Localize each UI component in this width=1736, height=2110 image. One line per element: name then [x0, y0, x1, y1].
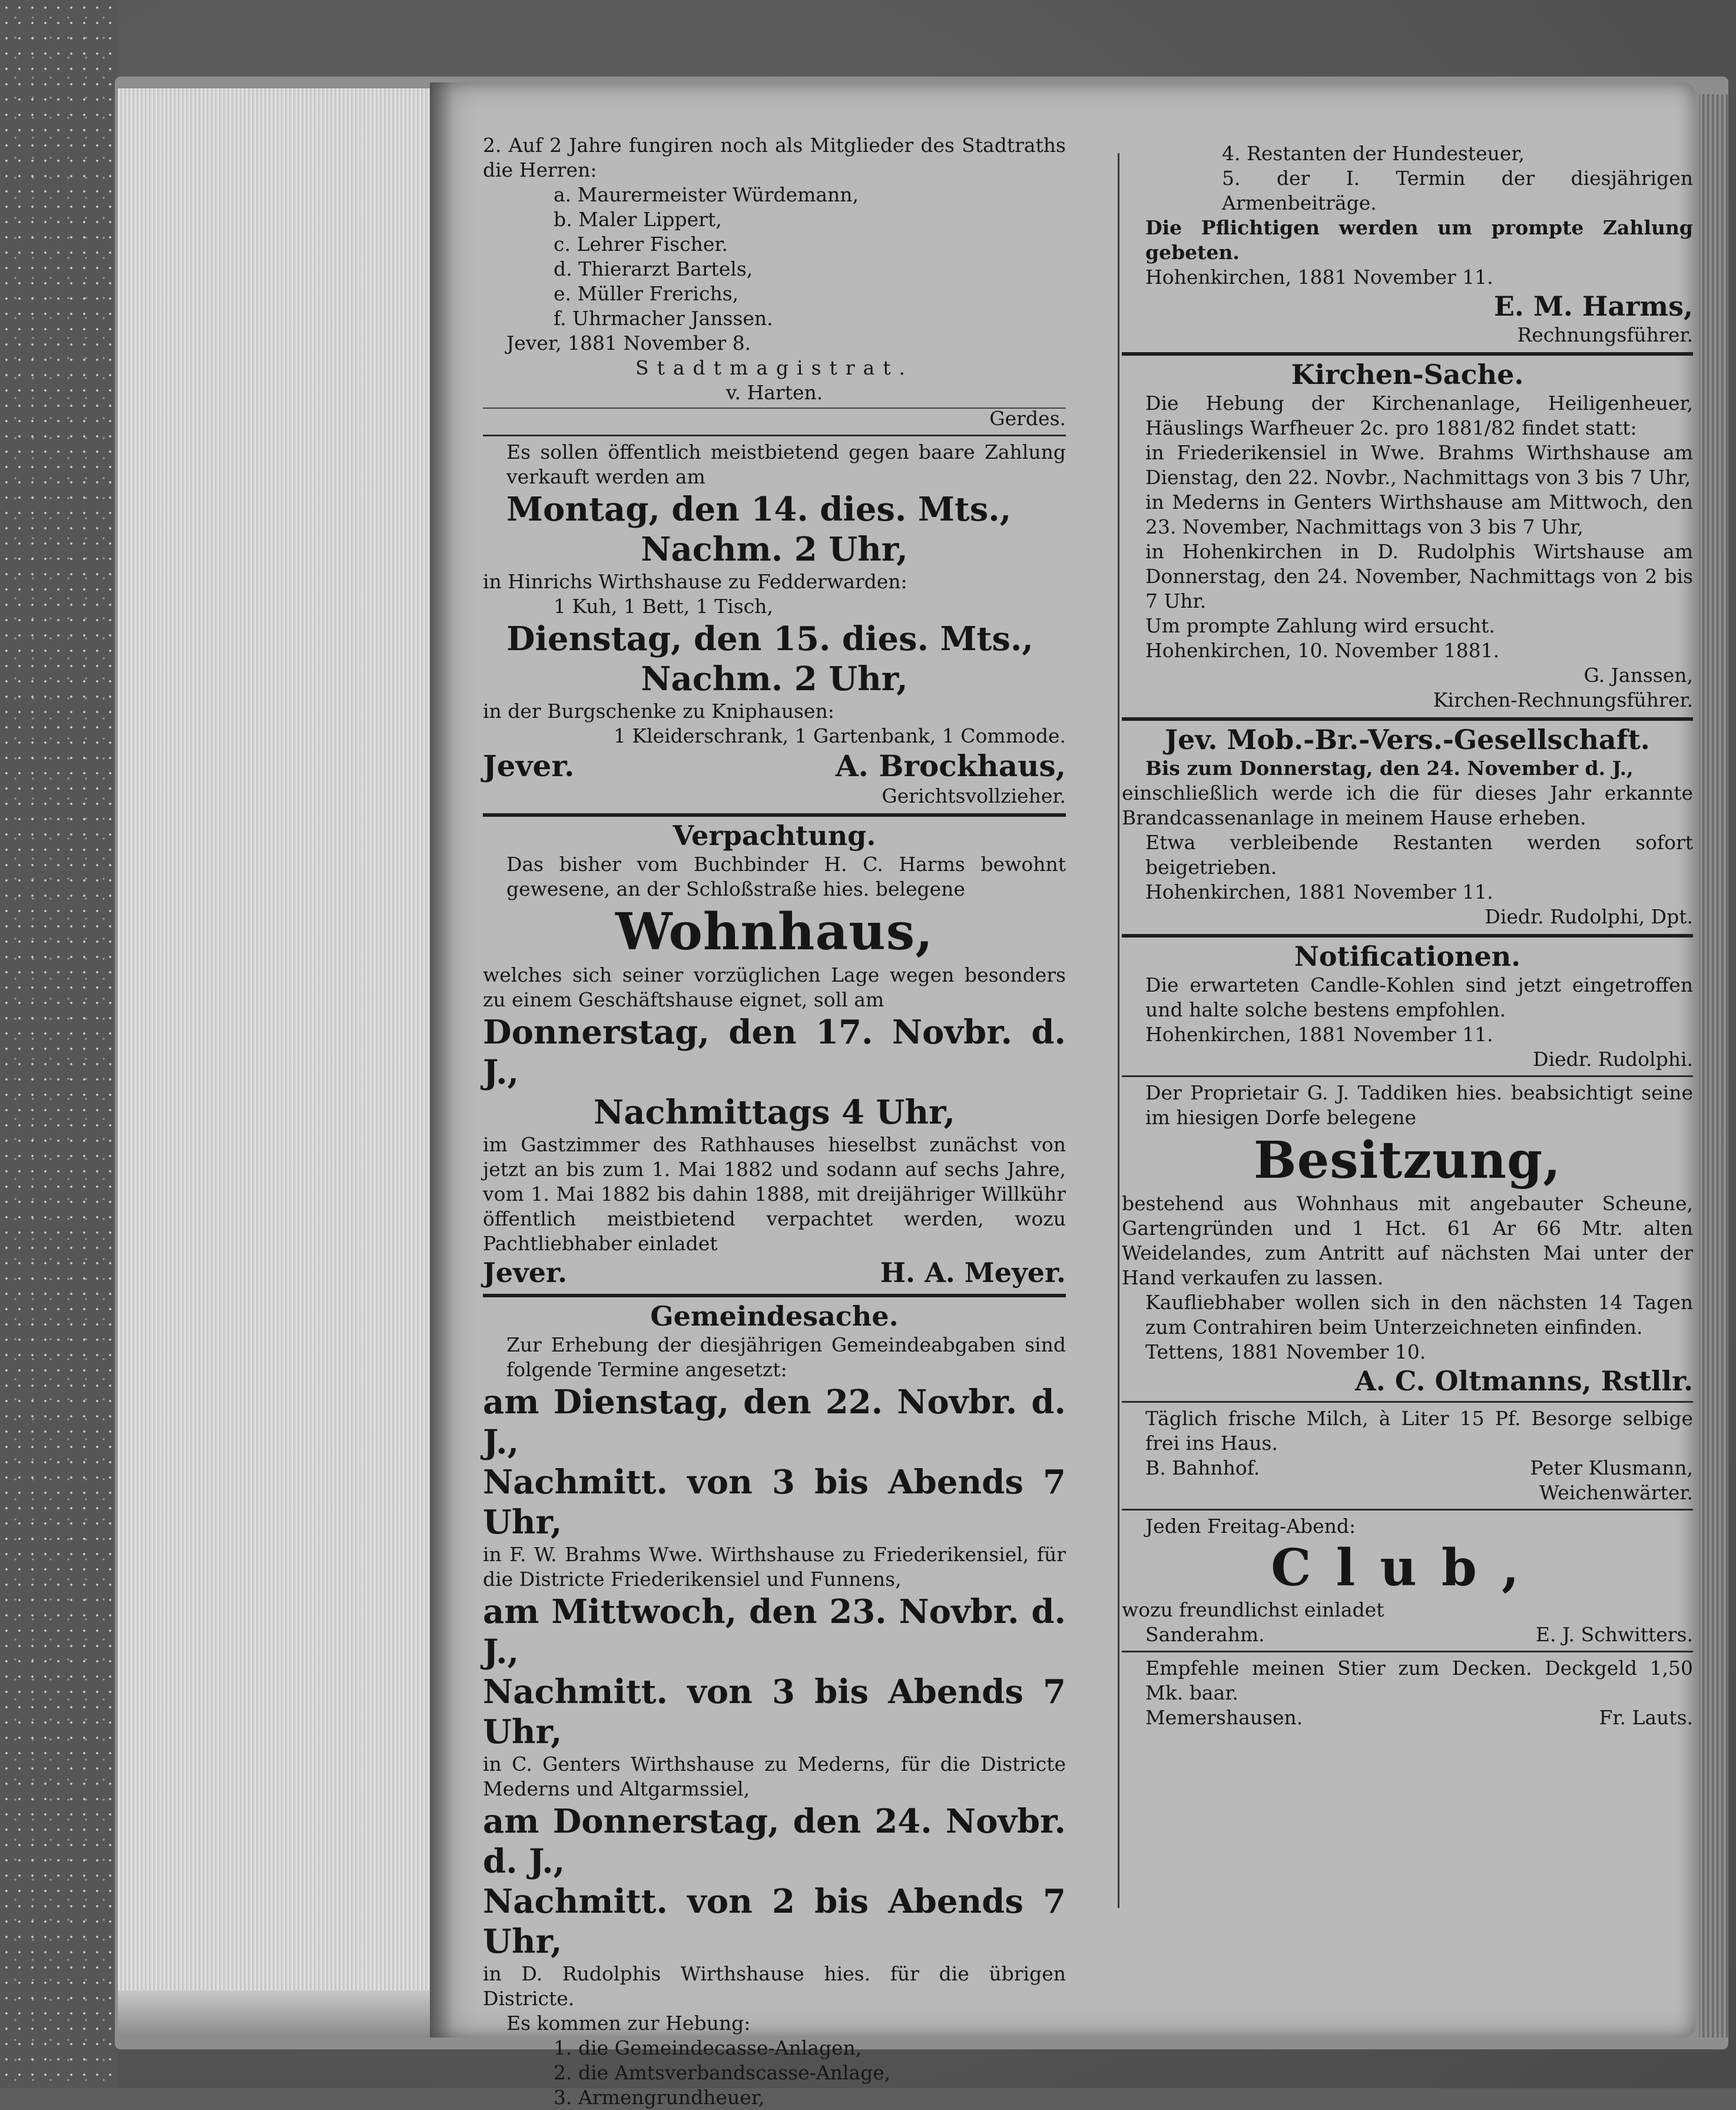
signer: A. C. Oltmanns, Rstllr.: [1355, 1365, 1693, 1397]
stier-signer: Fr. Lauts.: [1599, 1706, 1693, 1729]
member-item: c. Lehrer Fischer.: [554, 233, 728, 256]
member-item: b. Maler Lippert,: [554, 208, 722, 231]
kirchen-note: Um prompte Zahlung wird ersucht.: [1145, 614, 1495, 637]
club-signer: E. J. Schwitters.: [1535, 1623, 1693, 1646]
mobiliar-text: einschließlich werde ich die für dieses Jahr erkannte Brandcassenanlage in meinem Hause erheben.: [1122, 781, 1693, 829]
club-signature-row: [1122, 1622, 1693, 1647]
auction-place: in Hinrichs Wirthshause zu Fedderwarden:: [483, 570, 907, 593]
section-rule: [1122, 717, 1693, 721]
gemeinde-intro: Zur Erhebung der diesjährigen Gemeindeabgaben sind folgende Termine angesetzt:: [506, 1333, 1066, 1381]
term-day: am Mittwoch, den 23. Novbr. d. J.,: [483, 1592, 1066, 1671]
mobiliar-deadline: Bis zum Donnerstag, den 24. November d. J.,: [1145, 757, 1634, 780]
auction-day: Dienstag, den 15. dies. Mts.,: [506, 620, 1033, 658]
signer: E. M. Harms,: [1493, 290, 1693, 322]
kirchen-entry: in Mederns in Genters Wirthshause am Mittwoch, den 23. November, Nachmittags von 3 bis 7 Uhr,: [1145, 491, 1693, 538]
notice-date: Hohenkirchen, 10. November 1881.: [1145, 639, 1500, 662]
mobiliar-text: Etwa verbleibende Restanten werden sofort beigetrieben.: [1145, 831, 1693, 879]
term-place: in C. Genters Wirthshause zu Mederns, für die Districte Mederns und Altgarmssiel,: [483, 1753, 1066, 1800]
section-rule: [483, 1294, 1066, 1297]
verpachtung-text: im Gastzimmer des Rathhauses hieselbst zunächst von jetzt an bis zum 1. Mai 1882 und sodann auf sechs Jahre, vom 1. Mai 1882 bis dahin 1888, mit dreijähriger Willkühr öffentlich meistbietend verpachtet werden, wozu Pachtliebhaber einladet: [483, 1133, 1066, 1255]
verpachtung-intro: Das bisher vom Buchbinder H. C. Harms bewohnt gewesene, an der Schloßstraße hies. belegene: [506, 853, 1066, 900]
right-page-edge: [1699, 94, 1728, 2038]
list-item: 1. die Gemeindecasse-Anlagen,: [554, 2036, 862, 2059]
signer-role: Kirchen-Rechnungsführer.: [1433, 688, 1693, 711]
member-item: e. Müller Frerichs,: [554, 282, 739, 305]
verpachtung-day: Donnerstag, den 17. Novbr. d. J.,: [483, 1013, 1066, 1092]
verpachtung-title: Verpachtung.: [672, 820, 876, 852]
list-intro: Es kommen zur Hebung:: [506, 2012, 751, 2035]
term-day: am Dienstag, den 22. Novbr. d. J.,: [483, 1383, 1066, 1462]
gemeinde-title: Gemeindesache.: [650, 1300, 899, 1332]
verpachtung-time: Nachmittags 4 Uhr,: [594, 1093, 955, 1132]
milch-signature-row: [1122, 1456, 1693, 1480]
besitzung-intro: Der Proprietair G. J. Taddiken hies. beabsichtigt seine im hiesigen Dorfe belegene: [1145, 1081, 1693, 1129]
verpachtung-object: Wohnhaus,: [615, 902, 934, 962]
notice-date: Jever, 1881 November 8.: [506, 332, 751, 355]
notice-verpachtung: [483, 819, 1066, 1297]
list-item: 4. Restanten der Hundesteuer,: [1222, 142, 1525, 165]
term-time: Nachmitt. von 2 bis Abends 7 Uhr,: [483, 1882, 1066, 1961]
table-surface: [0, 0, 118, 2088]
signer: G. Janssen,: [1583, 664, 1693, 687]
term-day: am Donnerstag, den 24. Novbr. d. J.,: [483, 1802, 1066, 1881]
kirchen-intro: Die Hebung der Kirchenanlage, Heiligenheuer, Häuslings Warfheuer 2c. pro 1881/82 findet statt:: [1145, 392, 1693, 439]
authority: Stadtmagistrat.: [635, 356, 913, 379]
page-edges-shadow: [118, 1990, 448, 2038]
term-place: in F. W. Brahms Wwe. Wirthshause zu Friederikensiel, für die Districte Friederikensiel und Funnens,: [483, 1543, 1066, 1591]
notice-date: Hohenkirchen, 1881 November 11.: [1145, 880, 1493, 903]
auction-intro: Es sollen öffentlich meistbietend gegen baare Zahlung verkauft werden am: [506, 440, 1066, 488]
section-rule: [483, 435, 1066, 436]
auction-time: Nachm. 2 Uhr,: [641, 530, 908, 569]
clerk: Gerdes.: [989, 407, 1066, 430]
kirchen-title: Kirchen-Sache.: [1291, 359, 1524, 390]
section-rule: [1122, 1509, 1693, 1511]
kirchen-entry: in Hohenkirchen in D. Rudolphis Wirtshause am Donnerstag, den 24. November, Nachmittags von 2 bis 7 Uhr.: [1145, 540, 1693, 612]
verpachtung-text: welches sich seiner vorzüglichen Lage wegen besonders zu einem Geschäftshause eignet, soll am: [483, 963, 1066, 1011]
notice-club: [1122, 1514, 1693, 1652]
notice-gemeinde-continued: [1122, 141, 1693, 356]
page-edges: [118, 88, 448, 2038]
notice-stier: [1122, 1656, 1693, 1730]
term-place: in D. Rudolphis Wirthshause hies. für die übrigen Districte.: [483, 1962, 1066, 2010]
auction-signature-row: [483, 748, 1066, 784]
member-item: a. Maurermeister Würdemann,: [554, 183, 859, 206]
club-title: Club,: [1271, 1538, 1544, 1598]
auction-place: in der Burgschenke zu Kniphausen:: [483, 700, 834, 723]
term-time: Nachmitt. von 3 bis Abends 7 Uhr,: [483, 1463, 1066, 1542]
stadtrath-intro: 2. Auf 2 Jahre fungiren noch als Mitglieder des Stadtraths die Herren:: [483, 134, 1066, 181]
auction-day: Montag, den 14. dies. Mts.,: [506, 490, 1012, 529]
notice-mobiliar: [1122, 723, 1693, 938]
section-rule: [1122, 1401, 1693, 1403]
milch-place: B. Bahnhof.: [1145, 1456, 1260, 1479]
notice-milch: [1122, 1406, 1693, 1511]
kirchen-entry: in Friederikensiel in Wwe. Brahms Wirthshause am Dienstag, den 22. Novbr., Nachmittags von 3 bis 7 Uhr,: [1145, 441, 1693, 489]
left-column: [483, 133, 1066, 2110]
notice-kirchen: [1122, 358, 1693, 721]
list-item: 5. der I. Termin der diesjährigen Armenbeiträge.: [1222, 167, 1693, 214]
notif-title: Notificationen.: [1294, 940, 1521, 972]
notice-besitzung: [1122, 1081, 1693, 1403]
member-item: f. Uhrmacher Janssen.: [554, 307, 773, 330]
auction-town: Jever.: [483, 748, 575, 783]
besitzung-object: Besitzung,: [1253, 1131, 1562, 1190]
signer: Diedr. Rudolphi, Dpt.: [1485, 905, 1693, 928]
mobiliar-title: Jev. Mob.-Br.-Vers.-Gesellschaft.: [1165, 724, 1650, 756]
club-place: Sanderahm.: [1145, 1623, 1265, 1646]
verpachtung-signer: H. A. Meyer.: [880, 1257, 1066, 1288]
besitzung-text: bestehend aus Wohnhaus mit angebauter Scheune, Gartengründen und 1 Hct. 61 Ar 66 Mtr. alten Weidelandes, zum Antritt auf nächsten Mai unter der Hand verkaufen zu lassen.: [1122, 1192, 1693, 1289]
notice-gemeinde: [483, 1300, 1066, 2110]
notice-auction: [483, 440, 1066, 817]
milch-text: Täglich frische Milch, à Liter 15 Pf. Besorge selbige frei ins Haus.: [1145, 1407, 1693, 1455]
club-intro: Jeden Freitag-Abend:: [1145, 1515, 1356, 1538]
list-item: 3. Armengrundheuer,: [554, 2086, 765, 2109]
page-gutter: [430, 82, 453, 2038]
notice-date: Hohenkirchen, 1881 November 11.: [1145, 266, 1493, 289]
verpachtung-signature-row: [483, 1256, 1066, 1289]
auction-time: Nachm. 2 Uhr,: [641, 660, 908, 698]
signer-role: Rechnungsführer.: [1517, 323, 1693, 346]
section-rule: [483, 813, 1066, 817]
stier-signature-row: [1122, 1705, 1693, 1730]
signer: Diedr. Rudolphi.: [1533, 1048, 1693, 1071]
payment-note: Die Pflichtigen werden um prompte Zahlung gebeten.: [1145, 216, 1693, 264]
auction-role: Gerichtsvollzieher.: [882, 784, 1066, 807]
section-rule: [1122, 352, 1693, 356]
stier-text: Empfehle meinen Stier zum Decken. Deckgeld 1,50 Mk. baar.: [1145, 1657, 1693, 1704]
section-rule: [1122, 1075, 1693, 1077]
signer-role: Weichenwärter.: [1539, 1481, 1693, 1504]
member-item: d. Thierarzt Bartels,: [554, 257, 753, 280]
auction-items: 1 Kuh, 1 Bett, 1 Tisch,: [554, 595, 773, 618]
column-divider: [1118, 153, 1119, 1908]
club-text: wozu freundlichst einladet: [1122, 1598, 1384, 1621]
notif-text: Die erwarteten Candle-Kohlen sind jetzt eingetroffen und halte solche bestens empfohlen.: [1145, 973, 1693, 1021]
right-column: [1122, 141, 1693, 1730]
auction-signer: A. Brockhaus,: [835, 748, 1066, 783]
section-rule: [1122, 1651, 1693, 1652]
verpachtung-town: Jever.: [483, 1257, 568, 1288]
notice-date: Hohenkirchen, 1881 November 11.: [1145, 1023, 1493, 1046]
auction-items: 1 Kleiderschrank, 1 Gartenbank, 1 Commode.: [613, 724, 1066, 747]
notice-date: Tettens, 1881 November 10.: [1145, 1340, 1426, 1363]
signer: v. Harten.: [725, 381, 823, 404]
stier-place: Memershausen.: [1145, 1706, 1303, 1729]
list-item: 2. die Amtsverbandscasse-Anlage,: [554, 2061, 891, 2084]
notice-notificationen: [1122, 940, 1693, 1077]
notice-stadtrath: [483, 133, 1066, 436]
section-rule: [1122, 934, 1693, 938]
term-time: Nachmitt. von 3 bis Abends 7 Uhr,: [483, 1672, 1066, 1751]
besitzung-text: Kaufliebhaber wollen sich in den nächsten 14 Tagen zum Contrahiren beim Unterzeichneten einfinden.: [1145, 1291, 1693, 1339]
milch-signer: Peter Klusmann,: [1530, 1456, 1693, 1479]
